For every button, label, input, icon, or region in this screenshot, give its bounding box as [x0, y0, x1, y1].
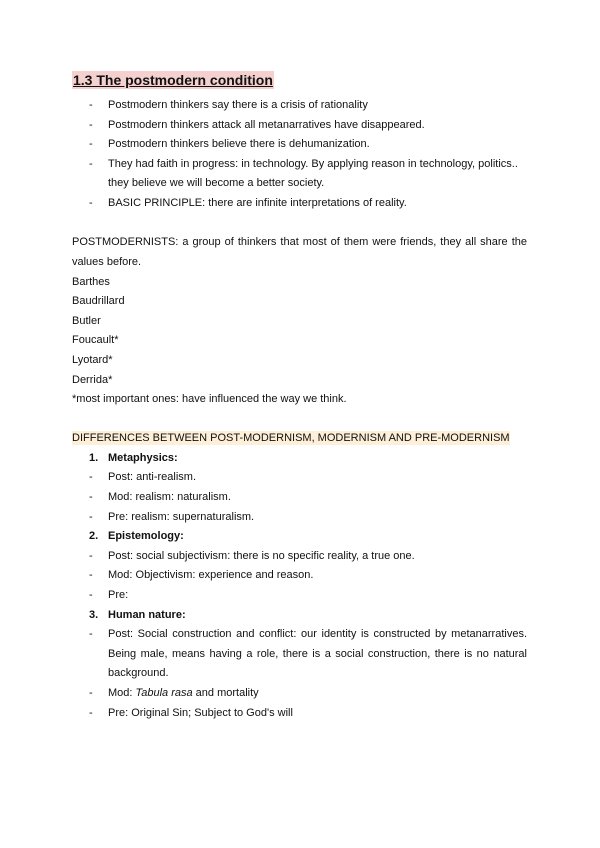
bullet-dash: -: [89, 197, 93, 209]
section-heading: 1.3 The postmodern condition: [73, 72, 273, 88]
postmodernists-line: POSTMODERNISTS: a group of thinkers that most of them were friends, they all share the: [72, 236, 527, 248]
list-number: 2.: [89, 530, 99, 542]
list-item-continuation: Being male, means having a role, there is a social construction, there is no natural: [108, 648, 527, 660]
mod-prefix: Mod:: [108, 687, 136, 699]
thinker-name: Foucault*: [72, 334, 119, 346]
differences-title: DIFFERENCES BETWEEN POST-MODERNISM, MODERNISM AND PRE-MODERNISM: [72, 432, 510, 444]
bullet-dash: -: [89, 511, 93, 523]
bullet-item: Postmodern thinkers say there is a crisis of rationality: [108, 99, 368, 111]
bullet-item: BASIC PRINCIPLE: there are infinite interpretations of reality.: [108, 197, 407, 209]
bullet-dash: -: [89, 158, 93, 170]
bullet-item: Postmodern thinkers believe there is dehumanization.: [108, 138, 370, 150]
bullet-dash: -: [89, 99, 93, 111]
mod-suffix: and mortality: [192, 687, 259, 699]
bullet-dash: -: [89, 491, 93, 503]
subsection-title: Human nature:: [108, 609, 186, 621]
list-item: Post: anti-realism.: [108, 471, 197, 483]
thinker-name: Baudrillard: [72, 295, 125, 307]
footnote: *most important ones: have influenced the way we think.: [72, 393, 347, 405]
list-item: Post: Social construction and conflict: our identity is constructed by metanarratives.: [108, 628, 527, 640]
bullet-dash: -: [89, 119, 93, 131]
bullet-dash: -: [89, 138, 93, 150]
list-item: [108, 686, 259, 700]
list-item: Pre:: [108, 589, 129, 601]
bullet-item: They had faith in progress: in technology. By applying reason in technology, politics..: [108, 158, 518, 170]
bullet-item: Postmodern thinkers attack all metanarratives have disappeared.: [108, 119, 425, 131]
list-item: Pre: Original Sin; Subject to God's will: [108, 707, 293, 719]
list-item: Mod: realism: naturalism.: [108, 491, 231, 503]
postmodernists-line: values before.: [72, 256, 142, 268]
bullet-dash: -: [89, 550, 93, 562]
subsection-title: Epistemology:: [108, 530, 184, 542]
bullet-dash: -: [89, 569, 93, 581]
list-item-continuation: background.: [108, 667, 169, 679]
list-number: 3.: [89, 609, 99, 621]
thinker-name: Lyotard*: [72, 354, 113, 366]
thinker-name: Butler: [72, 315, 101, 327]
bullet-dash: -: [89, 471, 93, 483]
bullet-item-continuation: they believe we will become a better society.: [108, 177, 325, 189]
mod-italic: Tabula rasa: [135, 687, 193, 699]
bullet-dash: -: [89, 589, 93, 601]
list-item: Mod: Objectivism: experience and reason.: [108, 569, 314, 581]
bullet-dash: -: [89, 707, 93, 719]
list-item: Pre: realism: supernaturalism.: [108, 511, 255, 523]
bullet-dash: -: [89, 628, 93, 640]
list-item: Post: social subjectivism: there is no specific reality, a true one.: [108, 550, 415, 562]
subsection-title: Metaphysics:: [108, 452, 178, 464]
thinker-name: Barthes: [72, 276, 110, 288]
bullet-dash: -: [89, 687, 93, 699]
list-number: 1.: [89, 452, 99, 464]
thinker-name: Derrida*: [72, 374, 113, 386]
